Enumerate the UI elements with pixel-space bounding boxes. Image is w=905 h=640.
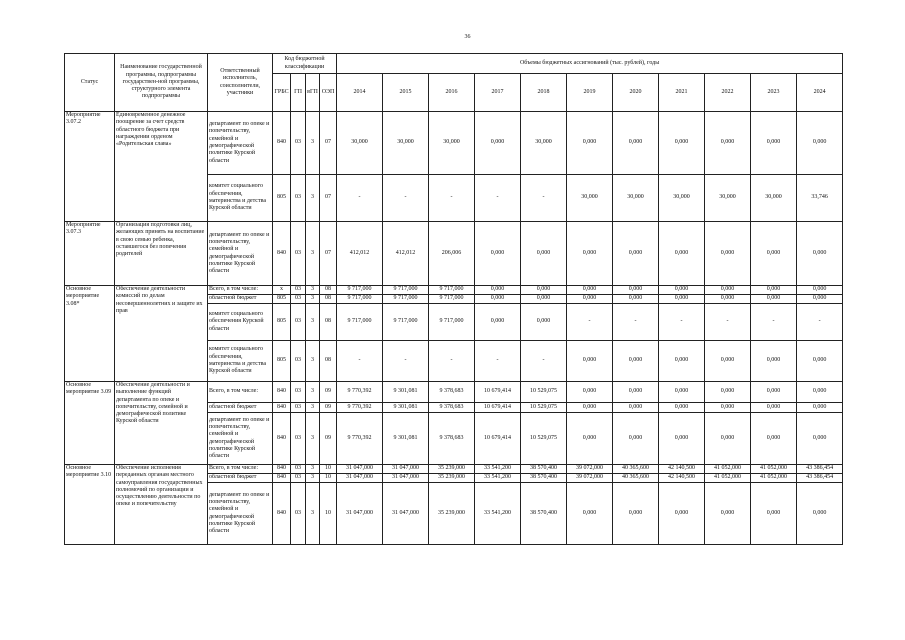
cell-year-value: 42 140,500	[659, 474, 705, 483]
cell-code-gp: 03	[291, 175, 306, 222]
cell-code-vgp: 3	[306, 474, 320, 483]
cell-year-value: 43 386,454	[797, 465, 843, 474]
cell-program-name: Обеспечение деятельности и выполнение функций департамента по опеке и попечительству, семейной и демографической политике Курской области	[115, 382, 208, 465]
cell-participant: областной бюджет	[208, 474, 273, 483]
cell-year-value: 0,000	[751, 112, 797, 175]
cell-code-osm: 07	[320, 222, 337, 286]
cell-code-grbs: 840	[273, 483, 291, 545]
cell-year-value: 9 717,000	[383, 295, 429, 304]
cell-program-name: Организация подготовки лиц, желающих принять на воспитание в свою семью ребенка, оставшегося без попечения родителей	[115, 222, 208, 286]
cell-code-grbs: 805	[273, 175, 291, 222]
cell-program-name: Обеспечение исполнения переданных органам местного самоуправления государственных полномочий по организации и осуществлению деятельности по опеке и попечительству	[115, 465, 208, 545]
cell-year-value: 30,000	[659, 175, 705, 222]
header-year: 2023	[751, 74, 797, 112]
cell-year-value: 9 301,081	[383, 382, 429, 403]
cell-year-value: 39 072,000	[567, 465, 613, 474]
cell-year-value: 9 717,000	[337, 304, 383, 341]
cell-year-value: 10 679,414	[475, 413, 521, 465]
cell-status: Основное мероприятие 3.10	[65, 465, 115, 545]
cell-status: Основное мероприятие 3.09	[65, 382, 115, 465]
cell-year-value: 41 052,000	[705, 474, 751, 483]
cell-year-value: -	[613, 304, 659, 341]
cell-year-value: 206,006	[429, 222, 475, 286]
cell-code-grbs: 805	[273, 295, 291, 304]
cell-year-value: -	[705, 304, 751, 341]
cell-year-value: 10 529,075	[521, 403, 567, 413]
cell-year-value: 0,000	[705, 222, 751, 286]
cell-code-vgp: 3	[306, 175, 320, 222]
cell-year-value: 30,000	[521, 112, 567, 175]
cell-year-value: 0,000	[751, 222, 797, 286]
cell-code-osm: 07	[320, 112, 337, 175]
cell-year-value: 0,000	[567, 483, 613, 545]
cell-code-grbs: 840	[273, 222, 291, 286]
cell-year-value: 10 529,075	[521, 413, 567, 465]
cell-year-value: 9 717,000	[383, 304, 429, 341]
cell-code-gp: 03	[291, 304, 306, 341]
cell-year-value: 33 541,200	[475, 474, 521, 483]
cell-year-value: 0,000	[751, 382, 797, 403]
cell-participant: Всего, в том числе:	[208, 382, 273, 403]
header-status: Статус	[65, 54, 115, 112]
cell-year-value: 0,000	[521, 222, 567, 286]
cell-year-value: 0,000	[705, 295, 751, 304]
table-row	[65, 286, 843, 295]
cell-code-vgp: 3	[306, 341, 320, 382]
cell-year-value: 35 239,000	[429, 483, 475, 545]
cell-year-value: 0,000	[567, 295, 613, 304]
cell-year-value: 30,000	[383, 112, 429, 175]
cell-year-value: 0,000	[521, 304, 567, 341]
table-row	[65, 112, 843, 175]
cell-year-value: 0,000	[797, 286, 843, 295]
cell-status: Мероприятие 3.07.2	[65, 112, 115, 222]
cell-year-value: 0,000	[705, 382, 751, 403]
cell-year-value: 0,000	[659, 222, 705, 286]
cell-year-value: 0,000	[475, 286, 521, 295]
cell-year-value: 9 717,000	[337, 286, 383, 295]
cell-year-value: 0,000	[613, 483, 659, 545]
header-osm: ОЭП	[320, 74, 337, 112]
cell-year-value: -	[337, 175, 383, 222]
cell-year-value: 0,000	[475, 222, 521, 286]
cell-year-value: 30,000	[567, 175, 613, 222]
cell-year-value: -	[337, 341, 383, 382]
header-executor: Ответственный исполнитель, соисполнители, участники	[208, 54, 273, 112]
cell-year-value: 0,000	[705, 403, 751, 413]
cell-year-value: 0,000	[797, 112, 843, 175]
cell-code-gp: 03	[291, 295, 306, 304]
cell-code-grbs: 840	[273, 474, 291, 483]
cell-year-value: 0,000	[659, 112, 705, 175]
cell-year-value: 0,000	[567, 222, 613, 286]
cell-year-value: -	[383, 341, 429, 382]
cell-year-value: 0,000	[567, 413, 613, 465]
cell-year-value: 0,000	[613, 112, 659, 175]
cell-year-value: 0,000	[705, 112, 751, 175]
cell-year-value: 43 386,454	[797, 474, 843, 483]
cell-year-value: 30,000	[751, 175, 797, 222]
cell-year-value: 0,000	[521, 286, 567, 295]
cell-year-value: 0,000	[705, 413, 751, 465]
cell-year-value: 9 717,000	[383, 286, 429, 295]
cell-year-value: 0,000	[613, 286, 659, 295]
cell-participant: областной бюджет	[208, 295, 273, 304]
cell-year-value: 0,000	[751, 286, 797, 295]
cell-year-value: 0,000	[613, 222, 659, 286]
cell-year-value: 0,000	[705, 341, 751, 382]
cell-code-osm: 09	[320, 413, 337, 465]
cell-year-value: 0,000	[751, 403, 797, 413]
cell-year-value: 0,000	[475, 112, 521, 175]
cell-code-osm: 08	[320, 341, 337, 382]
table-row	[65, 222, 843, 286]
cell-code-gp: 03	[291, 465, 306, 474]
cell-participant: департамент по опеке и попечительству, семейной и демографической политике Курской области	[208, 222, 273, 286]
table-body	[65, 112, 843, 545]
cell-code-osm: 08	[320, 286, 337, 295]
cell-code-gp: 03	[291, 474, 306, 483]
cell-year-value: 0,000	[797, 295, 843, 304]
cell-year-value: 412,012	[337, 222, 383, 286]
cell-year-value: 0,000	[751, 413, 797, 465]
cell-year-value: 0,000	[659, 286, 705, 295]
cell-year-value: -	[429, 341, 475, 382]
cell-code-osm: 10	[320, 465, 337, 474]
cell-year-value: 0,000	[751, 483, 797, 545]
cell-year-value: 31 047,000	[383, 465, 429, 474]
cell-code-vgp: 3	[306, 222, 320, 286]
header-year: 2022	[705, 74, 751, 112]
cell-year-value: -	[383, 175, 429, 222]
cell-year-value: 41 052,000	[751, 465, 797, 474]
cell-program-name: Обеспечение деятельности комиссий по делам несовершеннолетних и защите их прав	[115, 286, 208, 382]
cell-code-grbs: 840	[273, 403, 291, 413]
cell-year-value: 0,000	[475, 304, 521, 341]
cell-year-value: 9 717,000	[429, 295, 475, 304]
table-header	[65, 54, 843, 112]
header-volumes: Объемы бюджетных ассигнований (тыс. рублей), годы	[337, 54, 843, 74]
cell-code-vgp: 3	[306, 483, 320, 545]
cell-code-vgp: 3	[306, 112, 320, 175]
header-year: 2014	[337, 74, 383, 112]
header-name: Наименование государственной программы, подпрограммы государствен-ной программы, структурного элемента подпрограммы	[115, 54, 208, 112]
cell-status: Основное мероприятие 3.08*	[65, 286, 115, 382]
cell-year-value: -	[521, 175, 567, 222]
cell-year-value: 9 770,392	[337, 403, 383, 413]
cell-participant: Всего, в том числе:	[208, 286, 273, 295]
cell-code-gp: 03	[291, 483, 306, 545]
cell-year-value: 0,000	[613, 413, 659, 465]
cell-participant: департамент по опеке и попечительству, семейной и демографической политике Курской области	[208, 483, 273, 545]
header-year: 2018	[521, 74, 567, 112]
cell-year-value: 10 529,075	[521, 382, 567, 403]
cell-code-gp: 03	[291, 112, 306, 175]
cell-program-name: Единовременное денежное поощрение за счет средств областного бюджета при награждении орденом «Родительская слава»	[115, 112, 208, 222]
header-vgp: вГП	[306, 74, 320, 112]
cell-year-value: 40 365,600	[613, 474, 659, 483]
cell-code-gp: 03	[291, 413, 306, 465]
cell-year-value: -	[521, 341, 567, 382]
cell-year-value: 0,000	[567, 403, 613, 413]
cell-year-value: -	[475, 341, 521, 382]
cell-year-value: 9 770,392	[337, 382, 383, 403]
cell-participant: комитет социального обеспечения, материнства и детства Курской области	[208, 175, 273, 222]
cell-year-value: 31 047,000	[383, 483, 429, 545]
budget-table	[64, 53, 843, 545]
cell-year-value: 9 717,000	[337, 295, 383, 304]
cell-year-value: 38 570,400	[521, 483, 567, 545]
cell-code-grbs: 840	[273, 382, 291, 403]
cell-code-osm: 08	[320, 295, 337, 304]
cell-year-value: 0,000	[567, 382, 613, 403]
cell-participant: комитет социального обеспечения, материнства и детства Курской области	[208, 341, 273, 382]
cell-year-value: 0,000	[613, 382, 659, 403]
cell-year-value: 9 378,683	[429, 413, 475, 465]
cell-code-gp: 03	[291, 222, 306, 286]
cell-year-value: 41 052,000	[705, 465, 751, 474]
cell-year-value: 0,000	[659, 341, 705, 382]
cell-year-value: -	[567, 304, 613, 341]
cell-year-value: 0,000	[797, 483, 843, 545]
cell-year-value: 0,000	[567, 112, 613, 175]
cell-year-value: 0,000	[705, 483, 751, 545]
cell-year-value: 0,000	[797, 341, 843, 382]
cell-year-value: 0,000	[613, 403, 659, 413]
cell-year-value: 33 541,200	[475, 465, 521, 474]
header-year: 2017	[475, 74, 521, 112]
cell-status: Мероприятие 3.07.3	[65, 222, 115, 286]
cell-code-osm: 08	[320, 304, 337, 341]
cell-code-grbs: 840	[273, 413, 291, 465]
header-year: 2016	[429, 74, 475, 112]
cell-code-grbs: х	[273, 286, 291, 295]
cell-year-value: 35 239,000	[429, 474, 475, 483]
cell-code-osm: 10	[320, 483, 337, 545]
table-row	[65, 382, 843, 403]
cell-year-value: 0,000	[521, 295, 567, 304]
header-year: 2020	[613, 74, 659, 112]
cell-year-value: 42 140,500	[659, 465, 705, 474]
cell-code-grbs: 805	[273, 304, 291, 341]
cell-year-value: 10 679,414	[475, 382, 521, 403]
cell-year-value: 9 717,000	[429, 304, 475, 341]
cell-year-value: -	[659, 304, 705, 341]
cell-year-value: 0,000	[659, 382, 705, 403]
cell-year-value: 0,000	[659, 413, 705, 465]
cell-year-value: 0,000	[567, 286, 613, 295]
cell-year-value: 41 052,000	[751, 474, 797, 483]
cell-year-value: 0,000	[613, 341, 659, 382]
header-year: 2021	[659, 74, 705, 112]
cell-year-value: -	[429, 175, 475, 222]
page-number: 36	[464, 34, 471, 40]
cell-year-value: 0,000	[797, 413, 843, 465]
cell-year-value: 38 570,400	[521, 474, 567, 483]
cell-code-gp: 03	[291, 286, 306, 295]
cell-year-value: -	[475, 175, 521, 222]
cell-year-value: 31 047,000	[337, 483, 383, 545]
cell-year-value: 0,000	[659, 483, 705, 545]
cell-year-value: 31 047,000	[383, 474, 429, 483]
cell-year-value: 9 770,392	[337, 413, 383, 465]
cell-year-value: 9 378,683	[429, 382, 475, 403]
cell-year-value: 39 072,000	[567, 474, 613, 483]
table-row	[65, 465, 843, 474]
cell-code-vgp: 3	[306, 295, 320, 304]
cell-participant: областной бюджет	[208, 403, 273, 413]
cell-year-value: 0,000	[797, 222, 843, 286]
cell-year-value: 33 541,200	[475, 483, 521, 545]
cell-participant: департамент по опеке и попечительству, семейной и демографической политике Курской области	[208, 112, 273, 175]
cell-year-value: 9 301,081	[383, 403, 429, 413]
cell-year-value: 0,000	[797, 403, 843, 413]
cell-year-value: 9 301,081	[383, 413, 429, 465]
cell-participant: Всего, в том числе:	[208, 465, 273, 474]
cell-code-gp: 03	[291, 341, 306, 382]
cell-participant: комитет социального обеспечения Курской области	[208, 304, 273, 341]
cell-year-value: 30,000	[429, 112, 475, 175]
cell-participant: департамент по опеке и попечительству, семейной и демографической политике Курской области	[208, 413, 273, 465]
header-grbs: ГРБС	[273, 74, 291, 112]
cell-year-value: -	[751, 304, 797, 341]
cell-year-value: 31 047,000	[337, 474, 383, 483]
cell-code-grbs: 805	[273, 341, 291, 382]
cell-year-value: 30,000	[337, 112, 383, 175]
header-year: 2019	[567, 74, 613, 112]
cell-code-osm: 09	[320, 382, 337, 403]
cell-code-gp: 03	[291, 403, 306, 413]
cell-code-gp: 03	[291, 382, 306, 403]
cell-code-grbs: 840	[273, 465, 291, 474]
cell-year-value: -	[797, 304, 843, 341]
cell-year-value: 0,000	[475, 295, 521, 304]
cell-year-value: 30,000	[613, 175, 659, 222]
cell-code-grbs: 840	[273, 112, 291, 175]
cell-year-value: 0,000	[751, 295, 797, 304]
cell-code-vgp: 3	[306, 413, 320, 465]
cell-year-value: 9 378,683	[429, 403, 475, 413]
header-budget-code: Код бюджетной классификации	[273, 54, 337, 74]
cell-code-vgp: 3	[306, 304, 320, 341]
cell-code-vgp: 3	[306, 403, 320, 413]
cell-year-value: 40 365,600	[613, 465, 659, 474]
cell-year-value: 0,000	[797, 382, 843, 403]
cell-year-value: 412,012	[383, 222, 429, 286]
cell-year-value: 33,746	[797, 175, 843, 222]
header-year: 2024	[797, 74, 843, 112]
cell-year-value: 0,000	[705, 286, 751, 295]
cell-year-value: 0,000	[567, 341, 613, 382]
header-year: 2015	[383, 74, 429, 112]
cell-code-osm: 09	[320, 403, 337, 413]
cell-year-value: 10 679,414	[475, 403, 521, 413]
cell-year-value: 0,000	[613, 295, 659, 304]
cell-year-value: 0,000	[659, 403, 705, 413]
cell-code-vgp: 3	[306, 382, 320, 403]
cell-year-value: 0,000	[751, 341, 797, 382]
cell-code-osm: 10	[320, 474, 337, 483]
cell-year-value: 0,000	[659, 295, 705, 304]
cell-year-value: 31 047,000	[337, 465, 383, 474]
cell-year-value: 30,000	[705, 175, 751, 222]
cell-code-vgp: 3	[306, 286, 320, 295]
cell-code-vgp: 3	[306, 465, 320, 474]
cell-year-value: 38 570,400	[521, 465, 567, 474]
cell-year-value: 9 717,000	[429, 286, 475, 295]
cell-year-value: 35 239,000	[429, 465, 475, 474]
cell-code-osm: 07	[320, 175, 337, 222]
header-gp: ГП	[291, 74, 306, 112]
